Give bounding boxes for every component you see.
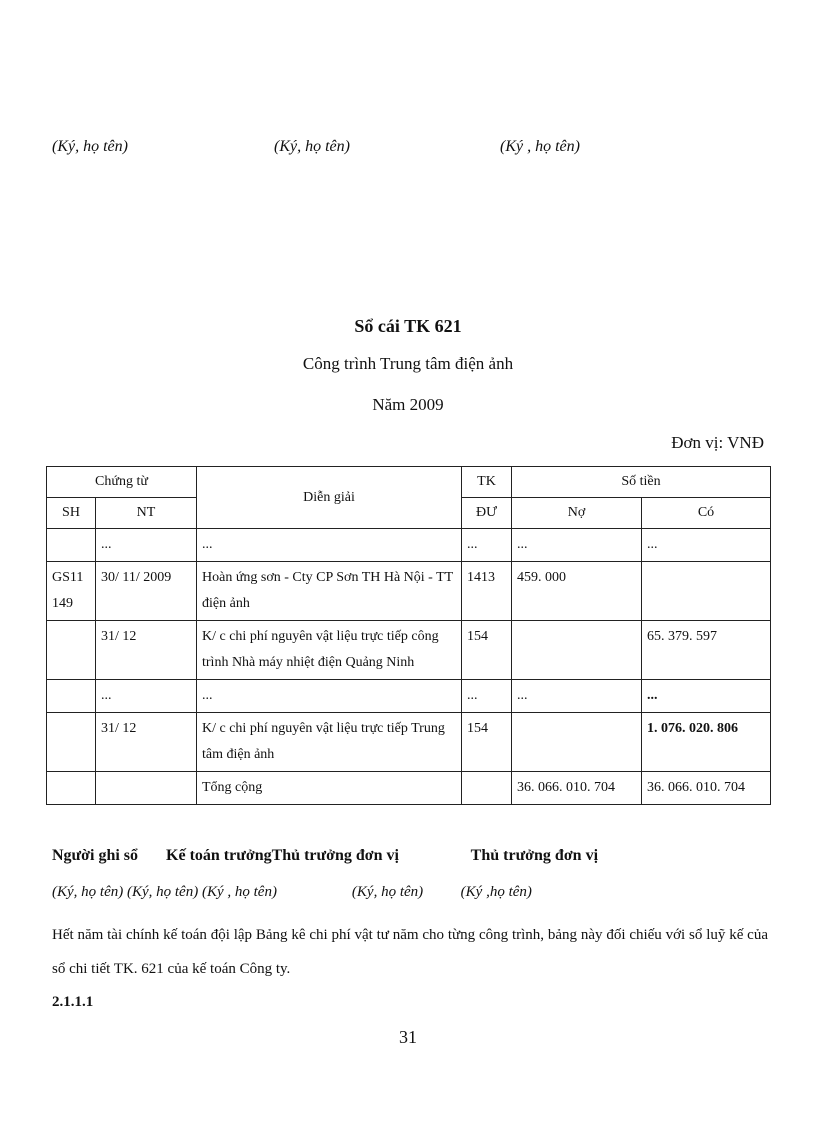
header-co: Có [642,498,771,529]
cell-dien-giai: ... [197,529,462,562]
page-number: 31 [399,1027,417,1047]
header-nt: NT [96,498,197,529]
ledger-title: Sổ cái TK 621 [354,316,462,336]
ledger-table [46,466,771,805]
header-so-tien: Số tiền [512,467,771,498]
cell-co: 1. 076. 020. 806 [642,713,771,772]
table-row [47,529,771,562]
table-row-total [47,772,771,805]
cell-no: 459. 000 [512,562,642,621]
cell-co: 36. 066. 010. 704 [642,772,771,805]
header-tk: TK [462,467,512,498]
cell-no: 36. 066. 010. 704 [512,772,642,805]
signatory-labels: (Ký, họ tên) (Ký, họ tên) (Ký , họ tên) (Ký, họ tên) (Ký ,họ tên) [52,884,532,900]
header-du: ĐƯ [462,498,512,529]
header-chung-tu: Chứng từ [47,467,197,498]
cell-dien-giai: K/ c chi phí nguyên vật liệu trực tiếp Trung tâm điện ảnh [197,713,462,772]
cell-sh: GS11 149 [47,562,96,621]
section-number: 2.1.1.1 [52,994,94,1010]
cell-dien-giai: Tổng cộng [197,772,462,805]
cell-no: ... [512,529,642,562]
cell-co: 65. 379. 597 [642,621,771,680]
cell-sh [47,621,96,680]
cell-no: ... [512,680,642,713]
cell-nt [96,772,197,805]
cell-sh [47,772,96,805]
cell-nt: 31/ 12 [96,621,197,680]
header-dien-giai: Diễn giải [197,467,462,529]
table-row [47,713,771,772]
cell-co [642,562,771,621]
cell-tk: ... [462,529,512,562]
cell-nt: ... [96,529,197,562]
signature-label-3: (Ký , họ tên) [500,138,580,155]
cell-nt: 31/ 12 [96,713,197,772]
ledger-subtitle: Công trình Trung tâm điện ảnh [302,354,514,373]
cell-tk: 1413 [462,562,512,621]
header-row [47,467,771,498]
cell-nt: ... [96,680,197,713]
cell-no [512,713,642,772]
cell-no [512,621,642,680]
cell-tk [462,772,512,805]
cell-dien-giai: K/ c chi phí nguyên vật liệu trực tiếp công trình Nhà máy nhiệt điện Quảng Ninh [197,621,462,680]
table-row [47,562,771,621]
signature-label-1: (Ký, họ tên) [52,138,128,155]
cell-co: ... [642,529,771,562]
currency-unit: Đơn vị: VNĐ [671,433,764,452]
table-row [47,680,771,713]
signatory-titles: Người ghi sổ Kế toán trưởngThủ trưởng đơn vị Thủ trưởng đơn vị [52,847,599,864]
header-no: Nợ [512,498,642,529]
cell-tk: ... [462,680,512,713]
cell-sh [47,680,96,713]
cell-dien-giai: ... [197,680,462,713]
table-row [47,621,771,680]
cell-co: ... [642,680,771,713]
cell-nt: 30/ 11/ 2009 [96,562,197,621]
cell-sh [47,713,96,772]
cell-tk: 154 [462,713,512,772]
cell-dien-giai: Hoàn ứng sơn - Cty CP Sơn TH Hà Nội - TT điện ảnh [197,562,462,621]
body-paragraph: Hết năm tài chính kế toán đội lập Bảng kê chi phí vật tư năm cho từng công trình, bảng này đối chiếu với sổ luỹ kế của sổ chi tiết TK. 621 của kế toán Công ty. [52,927,768,977]
cell-tk: 154 [462,621,512,680]
ledger-year: Năm 2009 [372,395,444,414]
signature-label-2: (Ký, họ tên) [274,138,350,155]
cell-sh [47,529,96,562]
header-sh: SH [47,498,96,529]
